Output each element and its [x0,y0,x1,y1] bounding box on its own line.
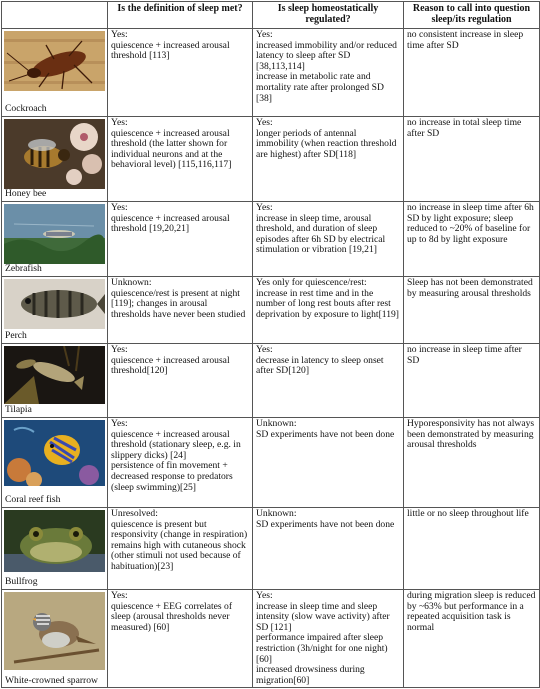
table-row [2,418,540,508]
animal-cell [2,29,108,117]
animal-cell [2,508,108,590]
reason-cell [404,277,540,344]
homeostatic-verdict: Yes: [256,117,273,128]
homeostatic-verdict: Yes: [256,344,273,355]
table-row [2,344,540,418]
definition-cell [108,418,253,508]
homeostatic-cell [253,29,404,117]
animal-cell [2,590,108,688]
animal-name: Coral reef fish [5,494,61,506]
perch-photo [4,279,105,329]
table-row [2,277,540,344]
definition-detail: quiescence is present but responsivity (change in respiration) remains high with cutaneous shock (other stimuli not used because of habituation)[23] [111,518,248,572]
reason-cell [404,590,540,688]
definition-verdict: Unresolved: [111,508,158,519]
homeostatic-verdict: Unknown: [256,508,297,519]
zebrafish-photo [4,204,105,264]
animal-name: Bullfrog [5,576,38,588]
white-crowned-sparrow-photo [4,592,105,670]
homeostatic-detail: increased immobility and/or reduced latency to sleep after SD [38,113,114] [256,39,397,72]
table-row [2,590,540,688]
animal-name: Cockroach [5,103,47,115]
homeostatic-cell [253,117,404,202]
reason-cell [404,344,540,418]
definition-verdict: Yes: [111,344,128,355]
definition-verdict: Yes: [111,29,128,40]
reason-cell [404,117,540,202]
definition-detail: quiescence + increased arousal threshold (stationary sleep, e.g. in slippery dicks) [24] [111,428,241,461]
definition-cell [108,202,253,277]
homeostatic-verdict: Yes only for quiescence/rest: [256,277,367,288]
definition-verdict: Yes: [111,202,128,213]
header-reason: Reason to call into question sleep/its regulation [404,2,540,29]
table-row [2,202,540,277]
homeostatic-detail: SD experiments have not been done [256,518,395,530]
definition-cell [108,29,253,117]
animal-cell [2,117,108,202]
reason-cell [404,508,540,590]
reason-detail: no increase in sleep time after 6h SD by light exposure; sleep reduced to ~20% of baseline for up to 8d by light exposure [407,202,534,245]
reason-detail: no consistent increase in sleep time after SD [407,29,524,51]
definition-cell [108,590,253,688]
cockroach-photo [4,31,105,91]
reason-detail: no increase in sleep time after SD [407,344,522,366]
definition-detail: quiescence + increased arousal threshold[120] [111,354,230,377]
header-definition: Is the definition of sleep met? [108,2,253,29]
homeostatic-cell [253,277,404,344]
table-row [2,29,540,117]
homeostatic-cell [253,344,404,418]
animal-cell [2,344,108,418]
tilapia-photo [4,346,105,404]
homeostatic-detail: increased drowsiness during migration[60] [256,664,365,686]
homeostatic-verdict: Unknown: [256,418,297,429]
homeostatic-detail: longer periods of antennal immobility (when reaction threshold are highest) after SD[118] [256,127,397,160]
homeostatic-cell [253,202,404,277]
definition-detail: quiescence + increased arousal threshold [19,20,21] [111,212,230,235]
reason-cell [404,202,540,277]
definition-detail: persistence of fin movement + decreased response to predators (sleep swimming)[25] [111,460,233,493]
animal-name: White-crowned sparrow [5,674,98,686]
homeostatic-detail: increase in rest time and in the number of long rest bouts after rest deprivation by exposure to light[119] [256,287,399,320]
definition-verdict: Yes: [111,590,128,601]
animal-cell [2,418,108,508]
table-row [2,117,540,202]
header-homeostatic: Is sleep homeostatically regulated? [253,2,404,29]
definition-verdict: Yes: [111,418,128,429]
definition-verdict: Unknown: [111,277,152,288]
reason-detail: during migration sleep is reduced by ~63% but performance in a repeated acquisition task is normal [407,590,536,633]
homeostatic-cell [253,590,404,688]
table-row [2,508,540,590]
reason-detail: Hyporesponsivity has not always been demonstrated by measuring arousal thresholds [407,418,535,451]
homeostatic-verdict: Yes: [256,29,273,40]
animal-cell [2,277,108,344]
bullfrog-photo [4,510,105,572]
definition-detail: quiescence + increased arousal threshold [113] [111,39,230,62]
reason-detail: little or no sleep throughout life [407,508,529,519]
header-animal [2,2,108,29]
definition-cell [108,508,253,590]
definition-cell [108,344,253,418]
header-row [2,2,540,29]
homeostatic-verdict: Yes: [256,590,273,601]
definition-detail: quiescence/rest is present at night [119]; changes in arousal thresholds have never been studied [111,287,246,320]
reason-cell [404,418,540,508]
animal-name: Perch [5,330,27,342]
reason-detail: no increase in total sleep time after SD [407,117,522,139]
honey-bee-photo [4,119,105,189]
sleep-criteria-table [1,1,540,688]
definition-detail: quiescence + EEG correlates of sleep (arousal thresholds never measured) [60] [111,600,233,633]
animal-cell [2,202,108,277]
definition-verdict: Yes: [111,117,128,128]
homeostatic-cell [253,508,404,590]
homeostatic-detail: performance impaired after sleep restriction (3h/night for one night) [60] [256,632,388,665]
homeostatic-detail: increase in sleep time, arousal threshold, and duration of sleep episodes after 6h SD by electrical stimulation or vibration [19,21] [256,212,386,256]
homeostatic-detail: decrease in latency to sleep onset after SD[120] [256,354,384,377]
coral-reef-fish-photo [4,420,105,486]
definition-detail: quiescence + increased arousal threshold (the latter shown for individual neurons and at the behavioral level) [115,116,117] [111,127,232,171]
reason-detail: Sleep has not been demonstrated by measuring arousal thresholds [407,277,533,299]
animal-name: Zebrafish [5,263,42,275]
homeostatic-verdict: Yes: [256,202,273,213]
homeostatic-detail: SD experiments have not been done [256,428,395,440]
homeostatic-detail: increase in metabolic rate and mortality rate after prolonged SD [38] [256,71,384,104]
reason-cell [404,29,540,117]
homeostatic-detail: increase in sleep time and sleep intensity (slow wave activity) after SD [121] [256,600,390,633]
definition-cell [108,277,253,344]
animal-name: Tilapia [5,404,32,416]
definition-cell [108,117,253,202]
animal-name: Honey bee [5,188,47,200]
homeostatic-cell [253,418,404,508]
